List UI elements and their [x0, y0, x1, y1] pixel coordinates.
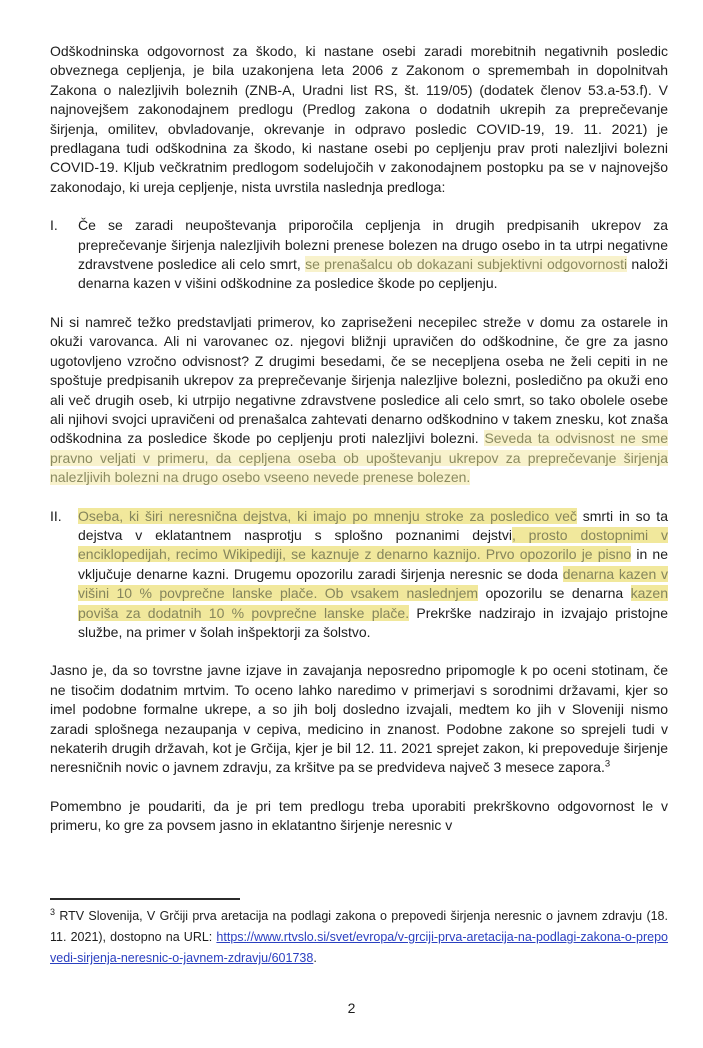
body-text-run: Ni si namreč težko predstavljati primerov, ko zapriseženi necepilec streže v domu za ostarele in okuži varovanca. Ali ni varovanec oz. njegovi bližnji upravičen do odškodnine, če gre za jasno ugotovljeno vzročno odvisnost? Z drugimi besedami, če se necepljena oseba ne želi cepiti in ne spoštuje predpisanih ukrepov za preprečevanje širjenja nalezljive bolezni, posledično pa okuži eno ali več drugih oseb, ki utrpijo negativne zdravstvene posledice ali celo smrt, so tako obolele osebe ali njihovi svojci upravičeni od prenašalca zahtevati denarno odškodnino v takem znesku, kot znaša odškodnina za posledice škode po cepljenju proti nalezljivi bolezni.: [50, 313, 668, 447]
body-text-run: Odškodninska odgovornost za škodo, ki nastane osebi zaradi morebitnih negativnih posledic obveznega cepljenja, je bila uzakonjena leta 2006 z Zakonom o spremembah in dopolnitvah Zakona o nalezljivih boleznih (ZNB-A, Uradni list RS, št. 119/05) (dodatek členov 53.a-53.f). V najnovejšem zakonodajnem predlogu (Predlog zakona o dodatnih ukrepih za preprečevanje širjenja, omilitev, obvladovanje, okrevanje in odpravo posledic COVID-19, 19. 11. 2021) je predlagana tudi odškodnina za škodo, ki nastane osebi po cepljenju prav proti nalezljivi bolezni COVID-19. Kljub večkratnim predlogom sodelujočih v zakonodajnem postopku pa se v najnovejšo zakonodajo, ki ureja cepljenje, nista uvrstila naslednja predloga:: [50, 43, 668, 195]
highlighted-text: Seveda ta odvisnost ne sme pravno veljati v primeru, da cepljena oseba ob upoštevanju ukrepov za preprečevanje širjenja nalezljivih bolezni na drugo osebo vseeno nevede prenese bolezen.: [50, 430, 668, 486]
highlighted-text: se prenašalcu ob dokazani subjektivni odgovornosti: [305, 256, 628, 273]
highlighted-text: Oseba, ki širi neresnična dejstva, ki imajo po mnenju stroke za posledico več: [78, 507, 577, 524]
body-text-run: smrti in so ta dejstva v eklatantnem nasprotju s splošno poznanimi dejstvi: [78, 507, 668, 543]
paragraph-closing: [50, 797, 668, 836]
list-marker-roman-2: II.: [50, 507, 62, 524]
body-text-run: naloži denarna kazen v višini odškodnine za posledice škode po cepljenju.: [78, 256, 669, 292]
list-item-2: [50, 507, 668, 643]
body-text-run: Pomembno je poudariti, da je pri tem predlogu treba uporabiti prekrškovno odgovornost le v primeru, ko gre za povsem jasno in eklatantno širjenje neresnic v: [50, 797, 668, 834]
body-text-run: Če se zaradi neupoštevanja priporočila cepljenja in drugih predpisanih ukrepov za preprečevanje širjenja nalezljivih bolezni prenese bolezen na drugo osebo in ta utrpi negativne zdravstvene posledice ali celo smrt,: [78, 217, 668, 273]
footnote-reference: 3: [604, 758, 611, 770]
footnote-area: [50, 898, 668, 969]
body-text-run: Jasno je, da so tovrstne javne izjave in zavajanja neposredno pripomogle k po oceni stotinam, če ne tisočim dodatnim mrtvim. To oceno lahko naredimo v primerjavi s sorodnimi državami, kjer so imel podobne formalne ukrepe, a so jih bolj dosledno izvajali, medtem ko jih v Sloveniji nismo zaradi splošnega nezaupanja v cepiva, medicino in znanost. Podobne zakone so sprejeli tudi v nekaterih drugih državah, kot je Grčija, kjer je bil 12. 11. 2021 sprejet zakon, ki prepoveduje širjenje neresničnih novic o javnem zdravju, za kršitve pa se predvideva največ 3 mesece zapora.: [50, 662, 668, 776]
list-item-1: [50, 216, 668, 294]
highlighted-text: denarna kazen v višini 10 % povprečne lanske plače. Ob vsakem naslednjem: [78, 565, 668, 602]
document-body: [50, 42, 668, 855]
paragraph-examples: [50, 313, 668, 488]
list-marker-roman-1: I.: [50, 217, 58, 234]
body-text-run: in ne vključuje denarne kazni. Drugemu opozorilu zaradi širjenja neresnic se doda: [78, 546, 669, 582]
body-text-run: Prekrške nadzirajo in izvajajo pristojne službe, na primer v šolah inšpektorji za šolstvo.: [78, 604, 668, 640]
page-number: 2: [347, 1000, 356, 1016]
paragraph-intro: [50, 42, 668, 197]
highlighted-text: , prosto dostopnimi v enciklopedijah, recimo Wikipediji, se kaznuje z denarno kaznijo. Prvo opozorilo je pisno: [78, 526, 668, 563]
footnote-marker: 3: [50, 906, 56, 917]
highlighted-text: kazen poviša za dodatnih 10 % povprečne lanske plače.: [78, 585, 668, 621]
footnote-text: [50, 906, 668, 969]
footnote-body-run: RTV Slovenija, V Grčiji prva aretacija na podlagi zakona o prepovedi širjenja neresnic o javnem zdravju (18. 11. 2021), dostopno na URL:: [50, 909, 668, 944]
footnote-url-link[interactable]: https://www.rtvslo.si/svet/evropa/v-grciji-prva-aretacija-na-podlagi-zakona-o-prepovedi-sirjenja-neresnic-o-javnem-zdravju/601738: [50, 930, 668, 965]
paragraph-estimate: [50, 661, 668, 777]
footnote-body-run: .: [313, 951, 317, 965]
body-text-run: opozorilu se denarna: [478, 585, 631, 602]
footnote-separator: [50, 898, 240, 900]
